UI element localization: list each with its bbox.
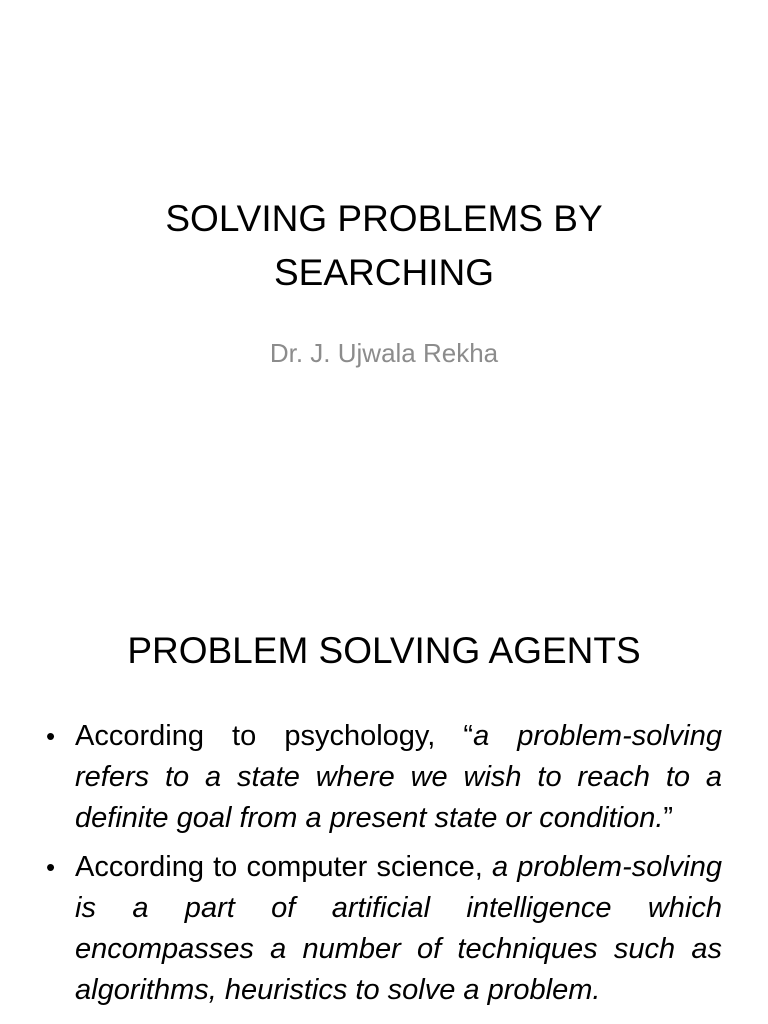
author-subtitle: Dr. J. Ujwala Rekha: [269, 338, 499, 368]
bullet-tail-text: ”: [663, 802, 674, 834]
bullet-lead-text: According to psychology, “: [75, 720, 474, 752]
bullet-marker: •: [46, 721, 56, 751]
slide-title: [0, 192, 768, 300]
bullet-list: [46, 716, 722, 1019]
bullet-quote-text: a problem-solving refers to a state where we wish to reach to a definite goal from a present state or condition.: [75, 720, 722, 834]
slide-title-line-2: SEARCHING: [274, 252, 494, 293]
bullet-lead-text: According to computer science,: [75, 851, 493, 883]
bullet-quote-text: a problem-solving is a part of artificial intelligence which encompasses a number of techniques such as algorithms, heuristics to solve a problem.: [75, 851, 722, 1006]
slide-heading: PROBLEM SOLVING AGENTS: [127, 630, 641, 671]
content-slide: [0, 576, 768, 1024]
bullet-item-psychology: [46, 716, 722, 839]
bullet-marker: •: [46, 852, 56, 882]
bullet-item-computer-science: [46, 847, 722, 1011]
slide-title-line-1: SOLVING PROBLEMS BY: [165, 198, 603, 239]
